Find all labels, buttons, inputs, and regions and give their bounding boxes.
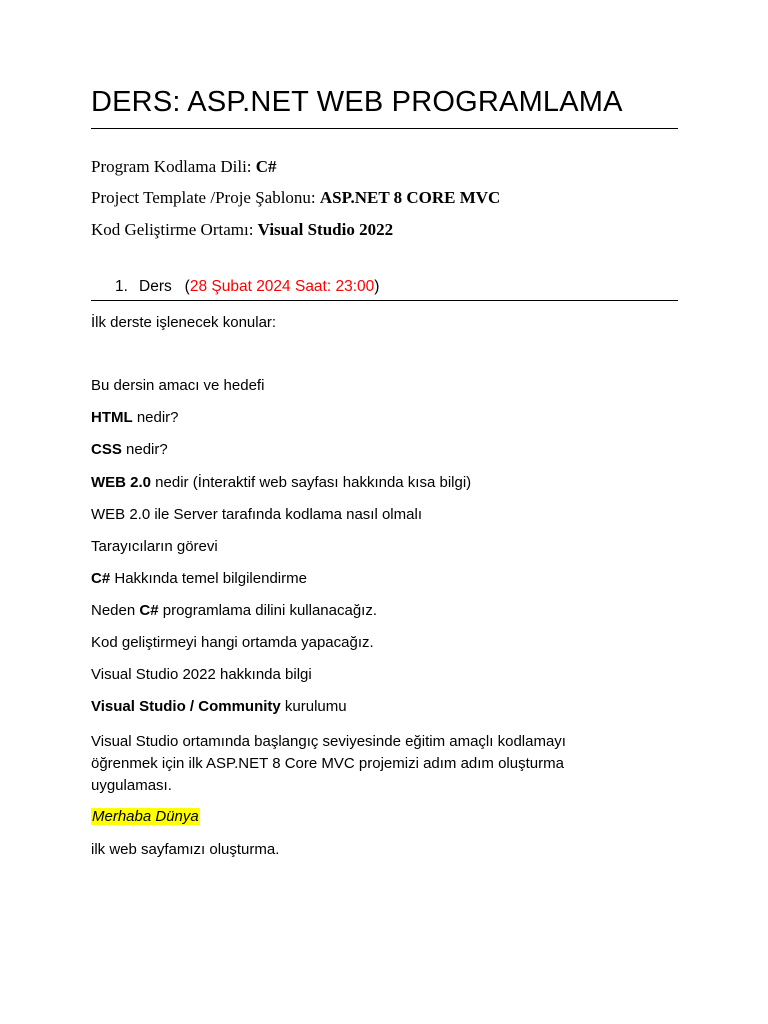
lesson-date: 28 Şubat 2024 Saat: 23:00 (189, 278, 375, 295)
topic-server: WEB 2.0 ile Server tarafında kodlama nasıl olmalı (91, 506, 422, 523)
topic-purpose: Bu dersin amacı ve hedefi (91, 377, 265, 394)
topic-css-rest: nedir? (121, 441, 168, 458)
topic-csharp-rest: Hakkında temel bilgilendirme (110, 570, 307, 587)
topic-vs2022: Visual Studio 2022 hakkında bilgi (91, 666, 312, 683)
topic-css (91, 441, 168, 458)
topic-web20 (91, 474, 471, 491)
topic-why-csharp-pre: Neden (91, 602, 140, 619)
topic-web20-rest: nedir (İnteraktif web sayfası hakkında kısa bilgi) (151, 474, 472, 491)
meta-language-value: C# (255, 157, 277, 176)
document-title: DERS: ASP.NET WEB PROGRAMLAMA (91, 86, 623, 118)
lesson-label: Ders (139, 278, 172, 295)
hello-world-highlight: Merhaba Dünya (92, 808, 199, 825)
topic-hello-world (91, 808, 200, 825)
meta-language (91, 157, 277, 177)
intro-text: İlk derste işlenecek konular: (91, 314, 277, 331)
lesson-open-paren: ( (184, 278, 190, 295)
topic-why-csharp (91, 602, 377, 619)
lesson-heading (115, 278, 379, 296)
topic-vs-install-bold: Visual Studio / Community (91, 698, 281, 715)
topic-why-csharp-rest: programlama dilini kullanacağız. (158, 602, 377, 619)
topic-html-bold: HTML (91, 409, 133, 426)
topic-csharp-bold: C# (91, 570, 111, 587)
meta-template-label: Project Template /Proje Şablonu: (91, 188, 320, 207)
title-underline (91, 128, 678, 129)
topic-first-project: Visual Studio ortamında başlangıç seviyesinde eğitim amaçlı kodlamayı öğrenmek için ilk ASP.NET 8 Core MVC projemizi adım adım oluşturma uygulaması. (91, 733, 566, 794)
topic-vs-install-rest: kurulumu (280, 698, 347, 715)
lesson-underline (91, 300, 678, 301)
meta-template-value: ASP.NET 8 CORE MVC (319, 188, 501, 207)
topic-html-rest: nedir? (132, 409, 179, 426)
lesson-number: 1. (115, 278, 128, 295)
topic-browsers: Tarayıcıların görevi (91, 538, 218, 555)
topic-html (91, 409, 179, 426)
topic-css-bold: CSS (91, 441, 122, 458)
meta-language-label: Program Kodlama Dili: (91, 157, 256, 176)
topic-first-page: ilk web sayfamızı oluşturma. (91, 841, 280, 858)
meta-environment-value: Visual Studio 2022 (257, 220, 394, 239)
topic-web20-bold: WEB 2.0 (91, 474, 152, 491)
meta-environment-label: Kod Geliştirme Ortamı: (91, 220, 258, 239)
meta-environment (91, 220, 393, 240)
topic-why-csharp-bold: C# (139, 602, 159, 619)
meta-template (91, 188, 500, 208)
topic-environment: Kod geliştirmeyi hangi ortamda yapacağız. (91, 634, 374, 651)
lesson-close-paren: ) (374, 278, 380, 295)
topic-vs-install (91, 698, 347, 715)
topic-csharp (91, 570, 307, 587)
